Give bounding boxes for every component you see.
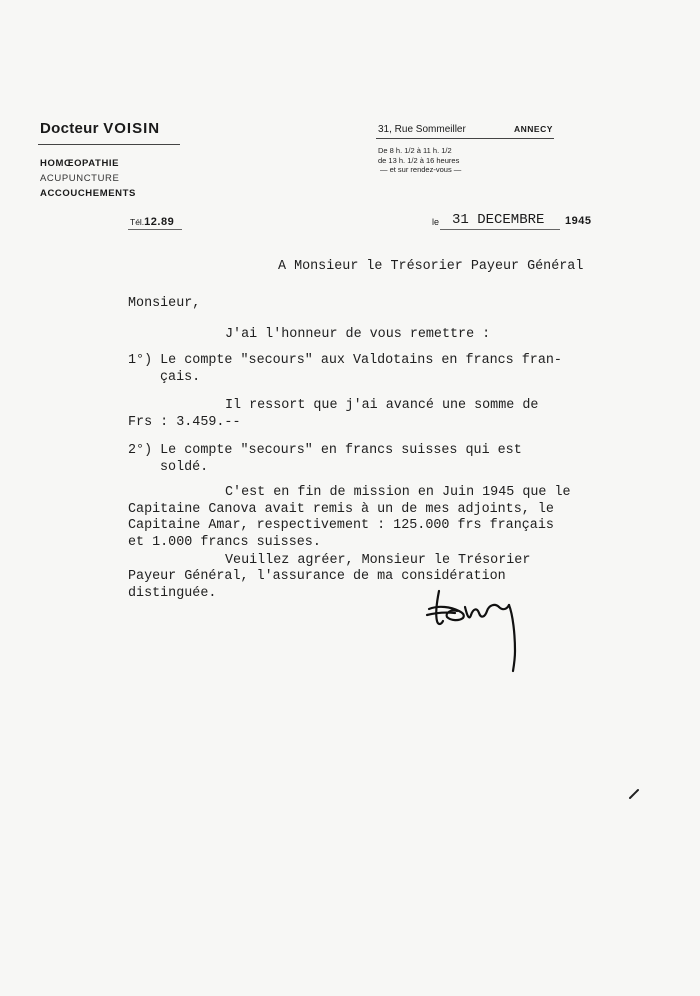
street-address: 31, Rue Sommeiller: [378, 124, 466, 135]
body-line-6: 2°) Le compte "secours" en francs suisses qui est: [128, 443, 522, 458]
tel-number: 12.89: [144, 216, 175, 228]
body-line-14: distinguée.: [128, 586, 217, 601]
body-line-7: soldé.: [160, 460, 209, 475]
body-line-1: J'ai l'honneur de vous remettre :: [225, 327, 491, 342]
date-day-month: 31 DECEMBRE: [452, 212, 545, 228]
tel-label: Tél.: [130, 217, 145, 227]
body-line-10: Capitaine Amar, respectivement : 125.000 frs français: [128, 518, 554, 533]
body-line-3: çais.: [160, 370, 201, 385]
doctor-name: VOISIN: [103, 120, 161, 137]
specialty-obstetrics: ACCOUCHEMENTS: [40, 188, 136, 199]
doctor-underline: [38, 144, 180, 145]
body-line-8: C'est en fin de mission en Juin 1945 que le: [225, 485, 571, 500]
address-underline: [376, 138, 554, 139]
hours-line-2: de 13 h. 1/2 à 16 heures: [378, 155, 460, 165]
specialty-acupuncture: ACUPUNCTURE: [40, 173, 120, 184]
specialty-homeopathy: HOMŒOPATHIE: [40, 158, 120, 169]
salutation: Monsieur,: [128, 296, 201, 311]
body-line-2: 1°) Le compte "secours" aux Valdotains en francs fran-: [128, 353, 562, 368]
doctor-heading: [40, 120, 160, 137]
body-line-5: Frs : 3.459.--: [128, 415, 241, 430]
hours-line-3: — et sur rendez-vous —: [380, 165, 462, 174]
telephone: [130, 216, 174, 228]
addressee-line: A Monsieur le Trésorier Payeur Général: [278, 259, 584, 274]
doctor-title: Docteur: [40, 120, 99, 137]
body-line-4: Il ressort que j'ai avancé une somme de: [225, 398, 539, 413]
body-line-13: Payeur Général, l'assurance de ma considération: [128, 569, 506, 584]
city-name: ANNECY: [514, 124, 553, 134]
body-line-11: et 1.000 francs suisses.: [128, 535, 321, 550]
ink-mark-icon: [628, 788, 640, 800]
hours-line-1: De 8 h. 1/2 à 11 h. 1/2: [378, 146, 452, 155]
date-year: 1945: [565, 215, 592, 227]
office-hours: [378, 146, 461, 175]
body-line-9: Capitaine Canova avait remis à un de mes adjoints, le: [128, 502, 554, 517]
signature-icon: [425, 585, 525, 675]
tel-underline: [128, 229, 182, 230]
date-underline: [440, 229, 560, 230]
body-line-12: Veuillez agréer, Monsieur le Trésorier: [225, 553, 531, 568]
date-prefix: le: [432, 217, 440, 227]
